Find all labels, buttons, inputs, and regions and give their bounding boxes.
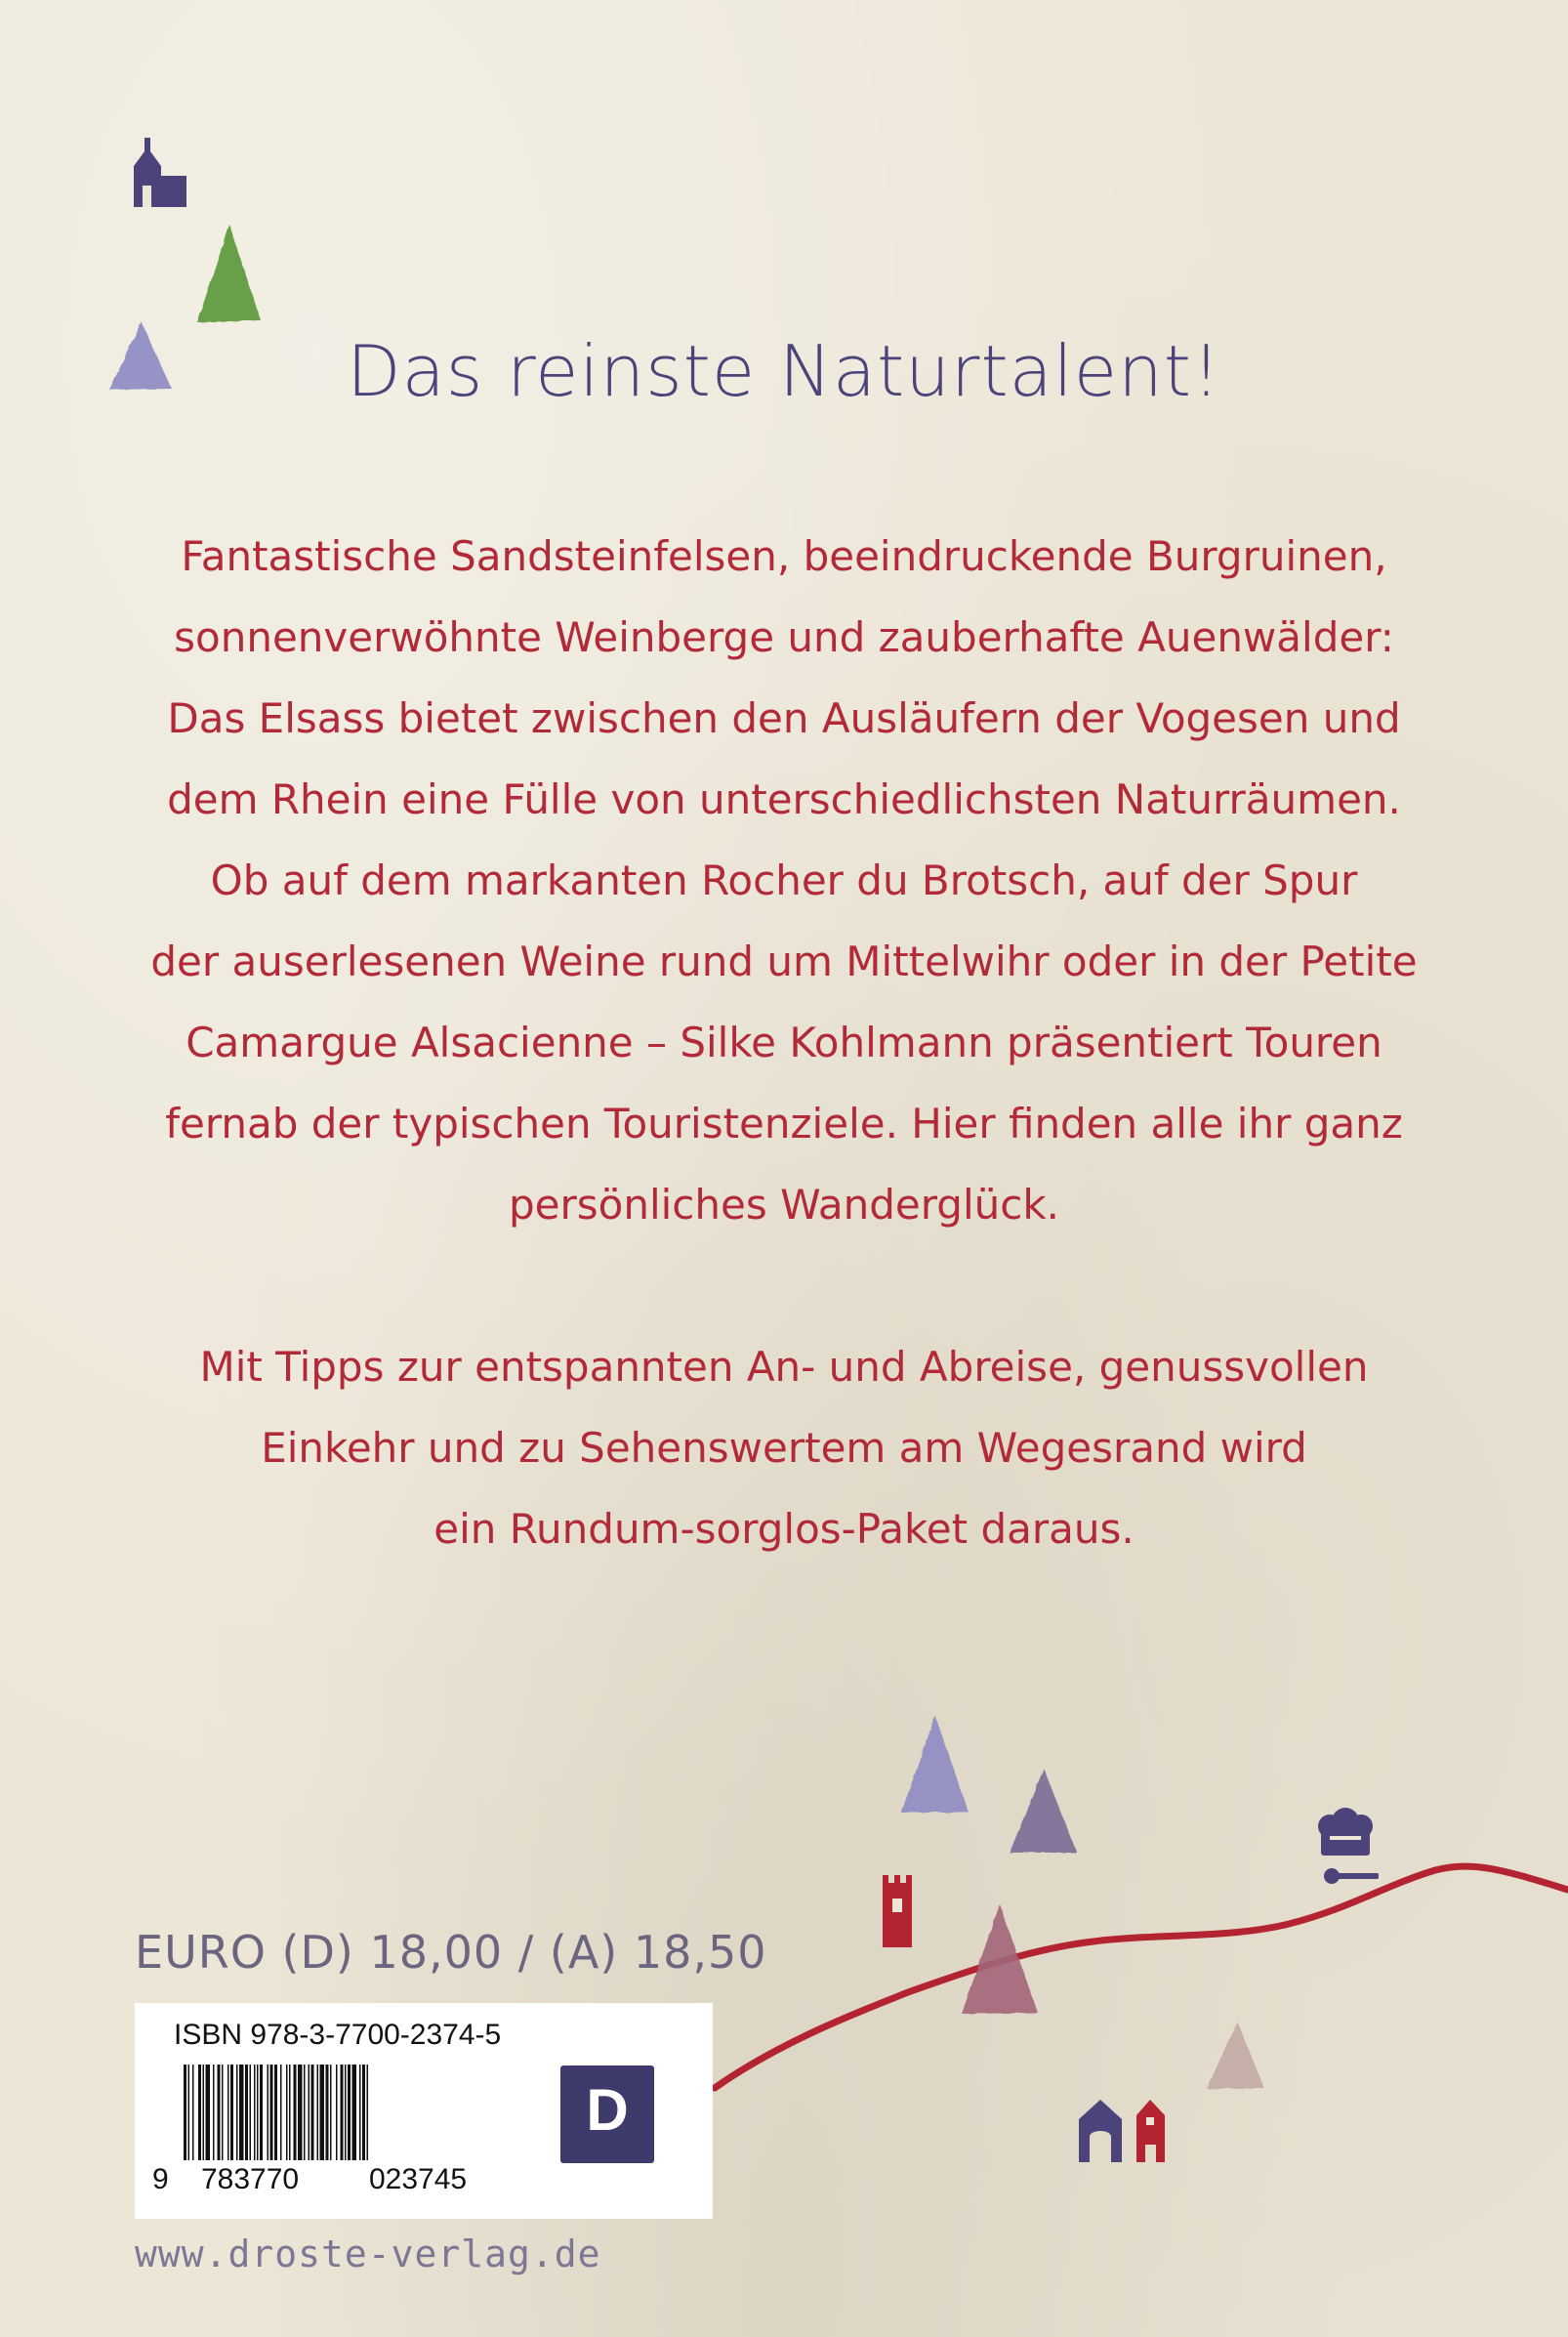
barcode-bar [245, 2065, 248, 2160]
barcode-bar [359, 2065, 361, 2160]
barcode-bar [367, 2065, 369, 2160]
tree-icon [1010, 1769, 1077, 1853]
description-line: Das Elsass bietet zwischen den Ausläufern der Vogesen und [167, 694, 1401, 742]
description-line: der auserlesenen Weine rund um Mittelwihr oder in der Petite [150, 938, 1418, 985]
barcode-bar [304, 2065, 306, 2160]
barcode-bar [330, 2065, 332, 2160]
tree-icon [197, 225, 261, 322]
barcode-bar [320, 2065, 325, 2160]
barcode-bar [326, 2065, 329, 2160]
ean-right-group: 023745 [369, 2163, 468, 2195]
tree-icon [962, 1904, 1038, 2014]
barcode-bar [260, 2065, 263, 2160]
barcode-bar [257, 2065, 259, 2160]
description-line: sonnenverwöhnte Weinberge und zauberhafte Auenwälder: [174, 613, 1394, 661]
tips-paragraph [127, 1326, 1441, 1569]
description-paragraph [127, 516, 1441, 1245]
barcode-bar [309, 2065, 310, 2160]
description-line: Ob auf dem markanten Rocher du Brotsch, auf der Spur [210, 856, 1358, 904]
barcode-bar [298, 2065, 303, 2160]
publisher-logo-icon [560, 2066, 654, 2163]
ean-left-group: 783770 [201, 2163, 300, 2195]
tips-line: Einkehr und zu Sehenswertem am Wegesrand wird [261, 1424, 1307, 1472]
description-line: fernab der typischen Touristenziele. Hier finden alle ihr ganz [165, 1100, 1403, 1148]
barcode-bar [274, 2065, 277, 2160]
barcode-bar [222, 2065, 224, 2160]
description-line: Camargue Alsacienne – Silke Kohlmann präsentiert Touren [186, 1019, 1382, 1066]
barcode-bar [348, 2065, 351, 2160]
barcode-bar [236, 2065, 238, 2160]
barcode-bar [294, 2065, 297, 2160]
barcode-bar [184, 2065, 186, 2160]
barcode-bar [280, 2065, 282, 2160]
barcode-bar [192, 2065, 194, 2160]
barcode-bar [218, 2065, 221, 2160]
barcode-bar [311, 2065, 314, 2160]
houses-icon [1079, 2100, 1165, 2162]
barcode-bar [286, 2065, 288, 2160]
ean-first-digit: 9 [152, 2163, 169, 2195]
barcode-bar [270, 2065, 273, 2160]
tips-line: ein Rundum-sorglos-Paket daraus. [433, 1505, 1135, 1553]
barcode [184, 2065, 516, 2166]
tips-line: Mit Tipps zur entspannten An- und Abreise, genussvollen [199, 1343, 1369, 1391]
barcode-bar [317, 2065, 319, 2160]
castle-tower-icon [883, 1875, 912, 1947]
barcode-bar [254, 2065, 256, 2160]
barcode-bar [250, 2065, 252, 2160]
barcode-bar [289, 2065, 291, 2160]
barcode-bar [352, 2065, 357, 2160]
barcode-bar [198, 2065, 201, 2160]
barcode-bar [268, 2065, 269, 2160]
isbn-barcode-box [135, 2003, 713, 2219]
barcode-bar [206, 2065, 211, 2160]
barcode-bar [341, 2065, 344, 2160]
barcode-bar [188, 2065, 190, 2160]
church-icon [134, 138, 186, 207]
barcode-bar [362, 2065, 365, 2160]
chef-hat-icon [1318, 1808, 1379, 1884]
barcode-bar [230, 2065, 233, 2160]
price-label: EURO (D) 18,00 / (A) 18,50 [135, 1926, 767, 1979]
description-line: Fantastische Sandsteinfelsen, beeindruckende Burgruinen, [181, 532, 1387, 580]
barcode-bar [227, 2065, 229, 2160]
description-line: persönliches Wanderglück. [508, 1181, 1060, 1229]
tree-icon [901, 1716, 969, 1813]
barcode-bar [336, 2065, 338, 2160]
website-url: www.droste-verlag.de [135, 2233, 601, 2275]
barcode-bar [203, 2065, 205, 2160]
isbn-label: ISBN 978-3-7700-2374-5 [174, 2019, 502, 2051]
barcode-bar [239, 2065, 244, 2160]
tree-icon [1207, 2022, 1264, 2089]
trail-line [715, 1866, 1568, 2088]
barcode-bar [213, 2065, 215, 2160]
description-line: dem Rhein eine Fülle von unterschiedlichsten Naturräumen. [167, 775, 1401, 823]
headline: Das reinste Naturtalent! [347, 330, 1221, 412]
barcode-bar [345, 2065, 347, 2160]
publisher-logo-letter: D [586, 2077, 629, 2143]
